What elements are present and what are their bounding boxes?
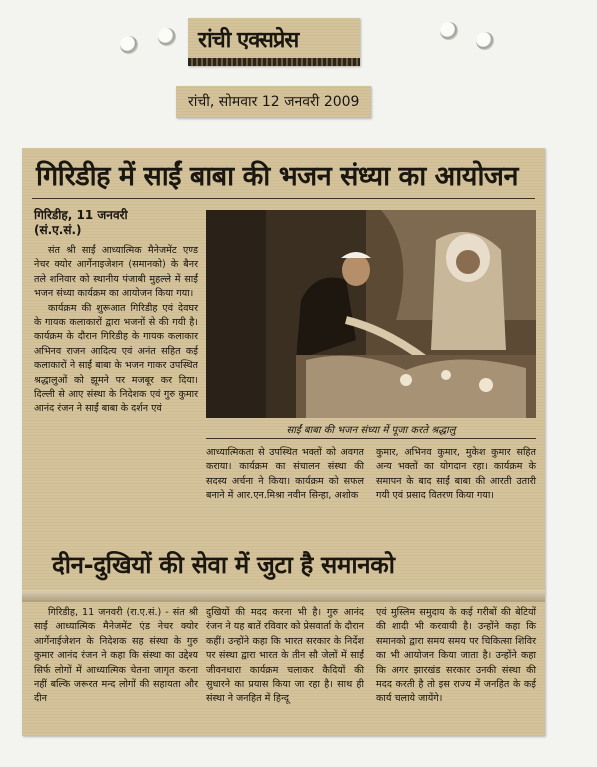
article-paragraph: दुखियों की मदद करना भी है। गुरु आनंद रंजन ने यह बातें रविवार को प्रेसवार्ता के दौरान कहीं। उन्होंने कहा कि भारत सरकार के निर्देश पर संस्था द्वारा भारत के तीन सौ जेलों में साईं जीवनधारा कार्यक्रम चलाकर कैदियों की सुधारने का प्रयास किया जा रहा है। साथ ही संस्था ने जनहित में हिन्दू — [206, 607, 364, 705]
article-byline — [34, 208, 128, 238]
second-article-column-2 — [206, 606, 364, 707]
second-article-headline: दीन-दुखियों की सेवा में जुटा है समानको — [52, 551, 395, 579]
second-article-column-3 — [376, 606, 536, 707]
article-headline: गिरिडीह में साईं बाबा की भजन संध्या का आयोजन — [36, 161, 518, 192]
article-column-1 — [34, 244, 198, 417]
byline-place: गिरिडीह, 11 जनवरी — [34, 208, 128, 222]
byline-agency: (सं.ए.सं.) — [34, 223, 82, 237]
punch-hole-left-inner — [158, 28, 176, 46]
photo-caption: साईं बाबा की भजन संध्या में पूजा करते श्रद्धालु — [286, 425, 456, 436]
second-article-column-1 — [34, 606, 198, 707]
caption-rule — [206, 438, 536, 439]
article-column-3 — [376, 446, 536, 504]
masthead-title: रांची एक्सप्रेस — [198, 28, 299, 53]
article-paragraph: एवं मुस्लिम समुदाय के कई गरीबों की बेटियों की शादी भी करवायी है। उन्होंने कहा कि समानको द्वारा समय समय पर चिकित्सा शिविर का भी आयोजन किया जाता है। उन्होंने कहा कि अगर झारखंड सरकार उनकी संस्था की मदद करती है तो इस राज्य में जनहित के कई कार्य चलाये जायेंगे। — [376, 607, 536, 705]
article-clipping — [22, 148, 545, 736]
paper-fold — [22, 590, 545, 602]
article-photo — [206, 210, 536, 418]
masthead-underline — [188, 58, 360, 66]
punch-hole-right-inner — [440, 22, 458, 40]
punch-hole-left-outer — [120, 36, 138, 54]
newspaper-masthead — [188, 18, 360, 66]
article-paragraph: आध्यात्मिकता से उपस्थित भक्तों को अवगत कराया। कार्यक्रम का संचालन संस्था की सदस्य अर्चना ने किया। कार्यक्रम को सफल बनाने में आर.एन.मिश्रा नवीन सिन्हा, अशोक — [206, 447, 364, 502]
dateline: रांची, सोमवार 12 जनवरी 2009 — [188, 94, 360, 110]
punch-hole-right-outer — [476, 32, 494, 50]
photo-illustration — [206, 210, 536, 418]
article-paragraph: कार्यक्रम की शुरूआत गिरिडीह एवं देवघर के गायक कलाकारों द्वारा भजनों से की गयी है। कार्यक्रम के दौरान गिरिडीह के गायक कलाकार अभिनव राजन आदित्य एवं अनंत सहित कई कलाकारों ने साईं बाबा के भजन गाकर उपस्थित श्रद्धालुओं को झूमने पर मजबूर कर दिया। दिल्ली से आए संस्था के निदेशक एवं गुरु कुमार आनंद रंजन ने साईं बाबा के दर्शन एवं — [34, 302, 198, 415]
article-column-2 — [206, 446, 364, 504]
dateline-clipping — [176, 86, 371, 118]
headline-rule — [32, 198, 535, 199]
article-paragraph: कुमार, अभिनव कुमार, मुकेश कुमार सहित अन्य भक्तों का योगदान रहा। कार्यक्रम के समापन के बाद साईं बाबा की आरती उतारी गयी एवं प्रसाद वितरण किया गया। — [376, 447, 536, 502]
article-paragraph: गिरिडीह, 11 जनवरी (रा.ए.सं.) - संत श्री साईं आध्यात्मिक मैनेजमेंट एंड नेचर क्योर आर्गेनाईजेशन के निदेशक सह संस्था के गुरु कुमार आनंद रंजन ने कहा कि संस्था का उद्देश्य सिर्फ लोगों में आध्यात्मिक चेतना जागृत करना नहीं बल्कि जरूरत मन्द लोगों की सहायता और दीन — [34, 607, 198, 705]
article-paragraph: संत श्री साईं आध्यात्मिक मैनेजमेंट एण्ड नेचर क्योर आर्गेनाइजेशन (समानको) के बैनर तले शनिवार को स्थानीय पंजाबी मुहल्ले में साईं भजन संध्या कार्यक्रम का आयोजन किया गया। — [34, 245, 198, 300]
